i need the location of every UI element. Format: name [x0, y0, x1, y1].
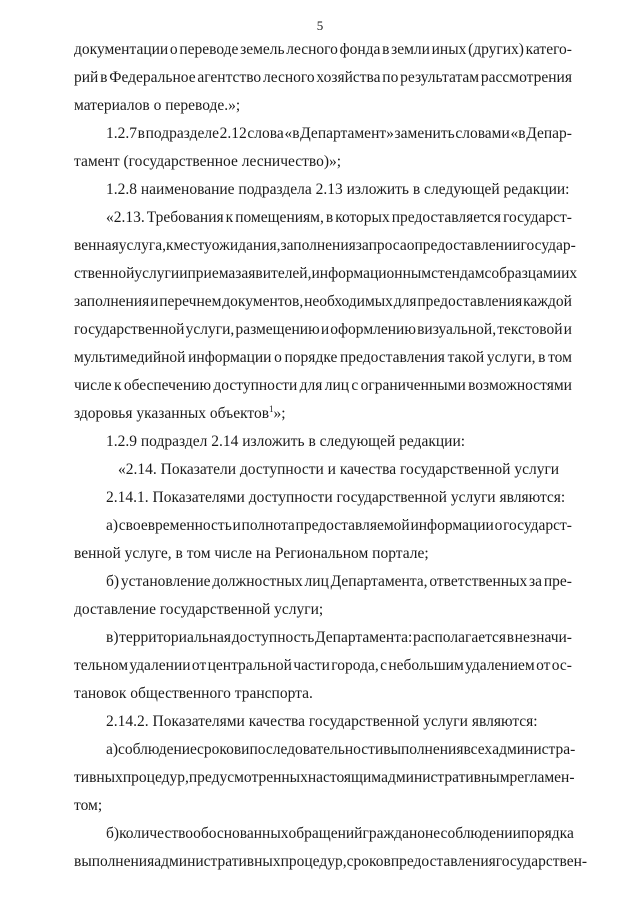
- word: заменить: [394, 125, 455, 142]
- text-line: [74, 264, 578, 284]
- word: такой: [447, 349, 485, 366]
- word: возможностями: [468, 377, 572, 394]
- word: небольшим: [388, 657, 464, 674]
- text-line: 1.2.8 наименование подраздела 2.13 изложить в следующей редакции:: [106, 181, 570, 198]
- word: том: [548, 349, 572, 366]
- word: своевременность: [118, 517, 232, 534]
- word: и: [563, 321, 572, 338]
- text-segment: здоровья указанных объектов: [74, 405, 270, 422]
- word: услуги: [134, 265, 180, 282]
- word: размещению: [235, 321, 320, 338]
- word: Департамент»: [300, 125, 394, 142]
- word: о: [417, 825, 425, 842]
- text-line: [74, 852, 588, 872]
- word: ожидания,: [211, 237, 281, 254]
- word: фонда: [339, 41, 381, 58]
- word: Федеральное: [109, 69, 196, 86]
- word: процедур,: [280, 853, 347, 870]
- word: к: [225, 209, 234, 226]
- word: результатам: [400, 69, 480, 86]
- word: предоставления: [417, 293, 523, 310]
- word: помещениям,: [235, 209, 324, 226]
- text-line: тановок общественного транспорта.: [74, 685, 313, 702]
- word: стендам: [431, 265, 485, 282]
- word: предоставляемой: [295, 517, 410, 534]
- word: Депар-: [526, 125, 572, 142]
- word: и: [241, 741, 250, 758]
- word: катего-: [525, 41, 572, 58]
- word: 1.2.7: [106, 125, 137, 142]
- text-line: [74, 404, 286, 424]
- word: информации: [410, 517, 494, 534]
- word: лиц: [324, 377, 350, 394]
- word: запроса: [355, 237, 407, 254]
- text-line: «2.14. Показатели доступности и качества государственной услуги: [118, 461, 560, 478]
- word: ос-: [551, 657, 572, 674]
- word: услуги,: [486, 349, 536, 366]
- word: необходимых: [304, 293, 393, 310]
- word: ственной: [74, 265, 135, 282]
- word: о: [274, 349, 282, 366]
- text-line: [106, 824, 572, 844]
- word: «2.13.: [106, 209, 145, 226]
- word: визуальной,: [417, 321, 497, 338]
- word: земель: [240, 41, 285, 58]
- text-line: [74, 68, 572, 88]
- word: б): [106, 825, 120, 842]
- word: территориальная: [119, 629, 232, 646]
- word: заявителей,: [235, 265, 312, 282]
- word: хозяйства: [316, 69, 381, 86]
- word: с: [484, 265, 492, 282]
- word: ограниченными: [360, 377, 466, 394]
- word: ответственных: [429, 573, 528, 590]
- word: выполнения: [74, 853, 155, 870]
- word: информационным: [311, 265, 432, 282]
- text-line: [74, 320, 572, 340]
- word: текстовой: [497, 321, 563, 338]
- word: предоставления: [340, 349, 445, 366]
- text-line: доставление государственной услуги;: [74, 601, 324, 618]
- word: пре-: [543, 573, 572, 590]
- word: соблюдение: [118, 741, 197, 758]
- word: процедур,: [122, 769, 189, 786]
- word: и: [320, 321, 330, 338]
- word: города,: [331, 657, 379, 674]
- word: их: [561, 265, 578, 282]
- text-line: [74, 768, 575, 788]
- word: количество: [119, 825, 194, 842]
- word: от: [191, 657, 207, 674]
- word: сроков: [346, 853, 391, 870]
- word: обеспечению: [123, 377, 212, 394]
- word: каждой: [523, 293, 572, 310]
- word: администра-: [492, 741, 576, 758]
- text-line: венной услуге, в том числе на Региональном портале;: [74, 545, 429, 562]
- word: сроков: [196, 741, 242, 758]
- word: и: [150, 293, 159, 310]
- word: слова: [247, 125, 284, 142]
- word: словами: [455, 125, 510, 142]
- word: в: [538, 349, 546, 366]
- word: «в: [284, 125, 300, 142]
- word: лесного: [286, 41, 338, 58]
- word: лиц: [304, 573, 329, 590]
- word: выполнения: [383, 741, 464, 758]
- word: переводе: [179, 41, 239, 58]
- word: документации: [74, 41, 169, 58]
- word: которых: [335, 209, 390, 226]
- word: государ-: [520, 237, 576, 254]
- word: государст-: [503, 209, 572, 226]
- word: а): [106, 741, 119, 758]
- word: предоставлении: [414, 237, 521, 254]
- word: части: [293, 657, 330, 674]
- text-line: [74, 40, 572, 60]
- word: государст-: [503, 517, 572, 534]
- word: о: [169, 41, 178, 58]
- word: рассмотрения: [480, 69, 572, 86]
- word: заполнения: [74, 293, 150, 310]
- word: о: [406, 237, 415, 254]
- word: о: [494, 517, 503, 534]
- word: рий: [74, 69, 99, 86]
- word: предусмотренных: [188, 769, 308, 786]
- word: в: [506, 629, 515, 646]
- word: порядка: [520, 825, 574, 842]
- word: центральной: [207, 657, 292, 674]
- word: документов,: [222, 293, 304, 310]
- word: тивных: [74, 769, 123, 786]
- word: должностных: [212, 573, 303, 590]
- text-line: тамент (государственное лесничество)»;: [74, 153, 342, 170]
- word: последовательности: [249, 741, 384, 758]
- word: доступность: [231, 629, 315, 646]
- word: в: [382, 41, 390, 58]
- word: и: [232, 517, 241, 534]
- text-line: [106, 124, 572, 144]
- text-segment: »;: [273, 405, 286, 422]
- text-line: [106, 628, 572, 648]
- word: перечнем: [159, 293, 222, 310]
- word: образцами: [491, 265, 562, 282]
- word: за: [529, 573, 543, 590]
- word: с: [380, 657, 387, 674]
- word: услуга,: [118, 237, 166, 254]
- word: мультимедийной: [74, 349, 186, 366]
- text-line: [106, 740, 576, 760]
- word: Департамента:: [315, 629, 413, 646]
- text-line: 2.14.2. Показателями качества государственной услуги являются:: [106, 713, 538, 730]
- word: по: [382, 69, 399, 86]
- word: оформлению: [330, 321, 416, 338]
- word: Департамента,: [330, 573, 428, 590]
- word: удалении: [129, 657, 191, 674]
- word: регламен-: [509, 769, 575, 786]
- text-line: [74, 292, 572, 312]
- text-line: 2.14.1. Показателями доступности государственной услуги являются:: [106, 489, 566, 506]
- text-line: том;: [74, 797, 103, 814]
- word: обращений: [288, 825, 363, 842]
- word: удалением: [465, 657, 535, 674]
- footnote-marker: 1: [269, 403, 274, 414]
- text-line: 1.2.9 подраздел 2.14 изложить в следующей редакции:: [106, 433, 466, 450]
- word: и: [179, 265, 188, 282]
- word: земли: [391, 41, 430, 58]
- word: незначи-: [514, 629, 572, 646]
- text-line: [74, 236, 576, 256]
- text-line: [106, 516, 572, 536]
- text-line: материалов о переводе.»;: [74, 97, 241, 114]
- word: установление: [120, 573, 211, 590]
- word: от: [536, 657, 551, 674]
- word: услуги,: [185, 321, 235, 338]
- word: подразделе: [145, 125, 219, 142]
- word: б): [106, 573, 120, 590]
- word: (других): [468, 41, 524, 58]
- word: порядке: [284, 349, 338, 366]
- word: информации: [188, 349, 272, 366]
- word: числе: [74, 377, 112, 394]
- word: для: [299, 377, 323, 394]
- word: для: [393, 293, 417, 310]
- word: предоставления: [390, 853, 496, 870]
- word: государственной: [74, 321, 185, 338]
- text-line: [74, 376, 572, 396]
- text-line: [74, 348, 572, 368]
- word: граждан: [362, 825, 418, 842]
- word: обоснованных: [193, 825, 289, 842]
- word: Требования: [146, 209, 224, 226]
- word: приема: [187, 265, 236, 282]
- text-line: [106, 572, 572, 592]
- word: в: [137, 125, 145, 142]
- word: всех: [463, 741, 493, 758]
- word: с: [351, 377, 359, 394]
- word: настоящим: [307, 769, 382, 786]
- word: заполнения: [280, 237, 356, 254]
- word: располагается: [413, 629, 507, 646]
- word: а): [106, 517, 119, 534]
- word: доступности: [213, 377, 298, 394]
- word: 2.12: [219, 125, 247, 142]
- word: в: [325, 209, 334, 226]
- word: государствен-: [495, 853, 588, 870]
- word: полнота: [241, 517, 295, 534]
- word: венная: [74, 237, 119, 254]
- word: тельном: [74, 657, 129, 674]
- word: к: [113, 377, 122, 394]
- word: административных: [154, 853, 281, 870]
- word: к: [165, 237, 174, 254]
- word: «в: [510, 125, 526, 142]
- word: несоблюдении: [425, 825, 521, 842]
- word: агентство: [197, 69, 262, 86]
- word: месту: [173, 237, 212, 254]
- word: иных: [431, 41, 467, 58]
- text-line: [74, 656, 572, 676]
- text-line: [106, 208, 572, 228]
- word: в: [100, 69, 108, 86]
- word: административным: [381, 769, 510, 786]
- word: в): [106, 629, 119, 646]
- page-number: 5: [316, 18, 324, 33]
- word: предоставляется: [391, 209, 502, 226]
- word: лесного: [262, 69, 315, 86]
